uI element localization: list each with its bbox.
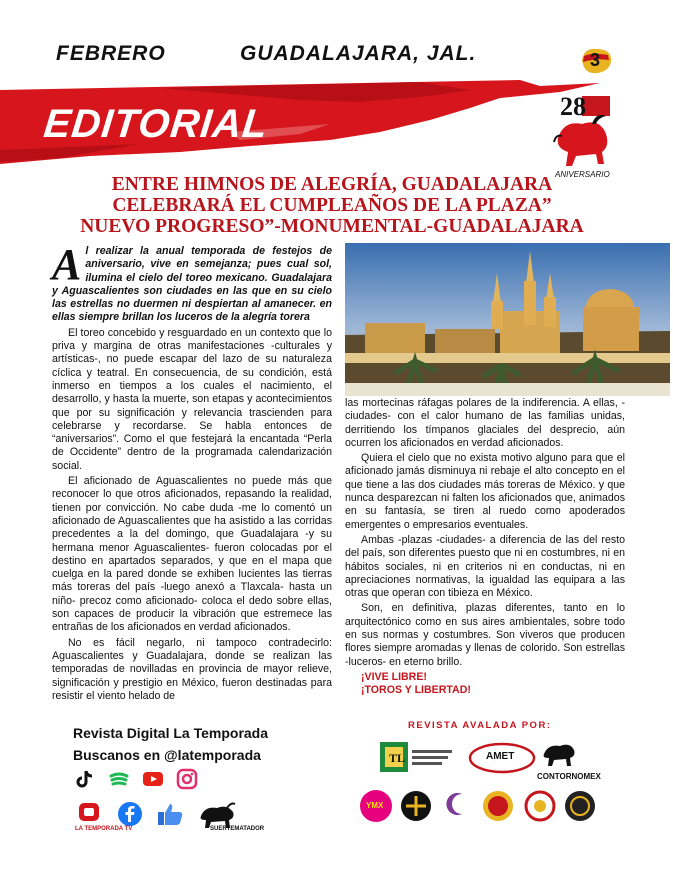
contornomex-bull-logo — [540, 738, 578, 768]
guadalajara-cathedral-photo — [345, 243, 670, 396]
asociacion-nacional-logo — [380, 740, 456, 776]
spotify-icon[interactable] — [108, 768, 130, 790]
article-paragraph: las mortecinas ráfagas polares de la indiferencia. A ellas, -ciudades- con el calor humano de las familias unidas, derritiendo los tímpanos glaciales del desprecio, aún ocurren los aficionados en verdad aficionados. — [345, 397, 625, 449]
article-paragraph: No es fácil negarlo, ni tampoco contradecirlo: Aguascalientes y Guadalajara, donde se realizan las temporadas de novilladas en provincia de mayor relieve, significación y prestigio en México, fueron destinadas para resistir el viento helado de — [52, 636, 332, 702]
anniversary-label: ANIVERSARIO — [555, 170, 610, 179]
promo-line-2: Buscanos en @latemporada — [73, 747, 261, 763]
article-paragraph: Ambas -plazas -ciudades- a diferencia de las del resto del país, son diferentes puesto que ni en costumbres, ni en hábitos sociales, ni en criterios ni en conductas, ni en apreciaciones normativas, la igualdad las equipara a las otras que operan con tibieza en México. — [345, 533, 625, 600]
article-lead-text: l realizar la anual temporada de festejos de aniversario, vive en semejanza; pues cual sol, ilumina el cielo del toreo mexicano. Guadalajara y Aguascalientes son ciudades en las que en su cielo las estrellas no duermen ni despiertan al amanecer. en ellas siempre brillan los luceros de la alegría torera — [52, 245, 332, 324]
article-paragraph: El toreo concebido y resguardado en un contexto que lo priva y margina de otras manifestaciones -culturales y artísticas-, no puede escapar del lazo de su naturaleza cíclica y teatral. En consecuencia, de su condición, está inmerso en tiempos a los cuales el nacimiento, el desarrollo, y hasta la muerte, son etapas y acontecimientos que por su significación y relevancia trascienden para celebrarse y recordarse. Se habla entonces de “aniversarios”. Como el que festejará la encantada “Perla de Occidente” dentro de la programada calendarización social. — [52, 326, 332, 472]
article-lead — [52, 240, 332, 325]
tiktok-icon[interactable] — [74, 768, 96, 790]
header-month: FEBRERO — [56, 42, 166, 65]
youtube-icon[interactable] — [142, 768, 164, 790]
article-column-right — [345, 397, 625, 698]
instagram-icon[interactable] — [176, 768, 198, 790]
cross-seal — [400, 790, 432, 822]
headline-line-3: NUEVO PROGRESO”-MONUMENTAL-GUADALAJARA — [80, 216, 584, 237]
dark-seal — [564, 790, 596, 822]
header-city: GUADALAJARA, JAL. — [240, 42, 477, 65]
promo-line-1: Revista Digital La Temporada — [73, 725, 269, 741]
closing-line-1: ¡VIVE LIBRE! — [361, 670, 427, 683]
svg-text:TL: TL — [389, 751, 406, 765]
headline-line-1: ENTRE HIMNOS DE ALEGRÍA, GUADALAJARA — [111, 174, 553, 195]
crest-seal — [482, 790, 514, 822]
article-paragraph: Son, en definitiva, plazas diferentes, tanto en lo arquitectónico como en sus aires ambientales, sobre todo en sus normas y costumbres. Son viveros que producen flores siempre aromadas y llenas de colorido. Son estrellas -luceros- en eterno brillo. — [345, 602, 625, 668]
ring-seal — [524, 790, 556, 822]
amet-logo: AMET — [486, 751, 515, 762]
article-paragraph: Quiera el cielo que no exista motivo alguno para que el aficionado jamás disminuya ni rebaje el alto concepto en el que tiene a las dos ciudades más toreras de México. y que nunca desparezcan ni falten los aficionados que, animados en su fantasía, se tiren al ruedo como apoderados emergentes o empresarios eventuales. — [345, 452, 625, 531]
drop-cap: A — [52, 240, 82, 289]
closing-line-2: ¡TOROS Y LIBERTAD! — [361, 684, 471, 697]
endorsement-title: REVISTA AVALADA POR: — [408, 720, 552, 731]
page-number: 3 — [590, 50, 601, 70]
article-column-left — [52, 240, 332, 705]
facebook-icon[interactable] — [117, 801, 143, 827]
promo-block — [73, 722, 268, 766]
ymx-logo: YMX — [366, 801, 384, 810]
la-temporada-tv-logo[interactable] — [73, 801, 105, 827]
anniversary-number: 28 — [560, 92, 586, 121]
moon-seal — [440, 788, 472, 820]
social-row-1 — [74, 768, 198, 790]
thumbs-up-icon[interactable] — [155, 801, 185, 827]
headline — [52, 174, 612, 237]
suerte-matador-label: SUERTEMATADOR — [210, 826, 265, 832]
article-paragraph: El aficionado de Aguascalientes no puede más que reconocer lo que otros aficionados, repasando la realidad, tienen por convicción. No cabe duda -me lo comentó un aficionado de Aguascalientes que ha asistido a las corridas precedentes a la del domingo, que Guadalajara -y su hermana menor Aguascalientes- fueron colocadas por el destino en apartados separados, y que en el mapa que cuelga en la pared donde se exhiben lucientes las tierras más toreras del país -luego anexó a Tlaxcala- hasta un niño- precoz como aficionado- coloca el dedo sobre ellas, son capaces de producir la vibración que estremece las entrañas de los aficionados en verdad aficionados. — [52, 475, 332, 634]
contornomex-logo: CONTORNOMEX — [537, 772, 601, 781]
section-title: EDITORIAL — [41, 102, 271, 146]
la-temporada-tv-label: LA TEMPORADA TV — [75, 826, 133, 832]
headline-line-2: CELEBRARÁ EL CUMPLEAÑOS DE LA PLAZA” — [112, 195, 552, 216]
